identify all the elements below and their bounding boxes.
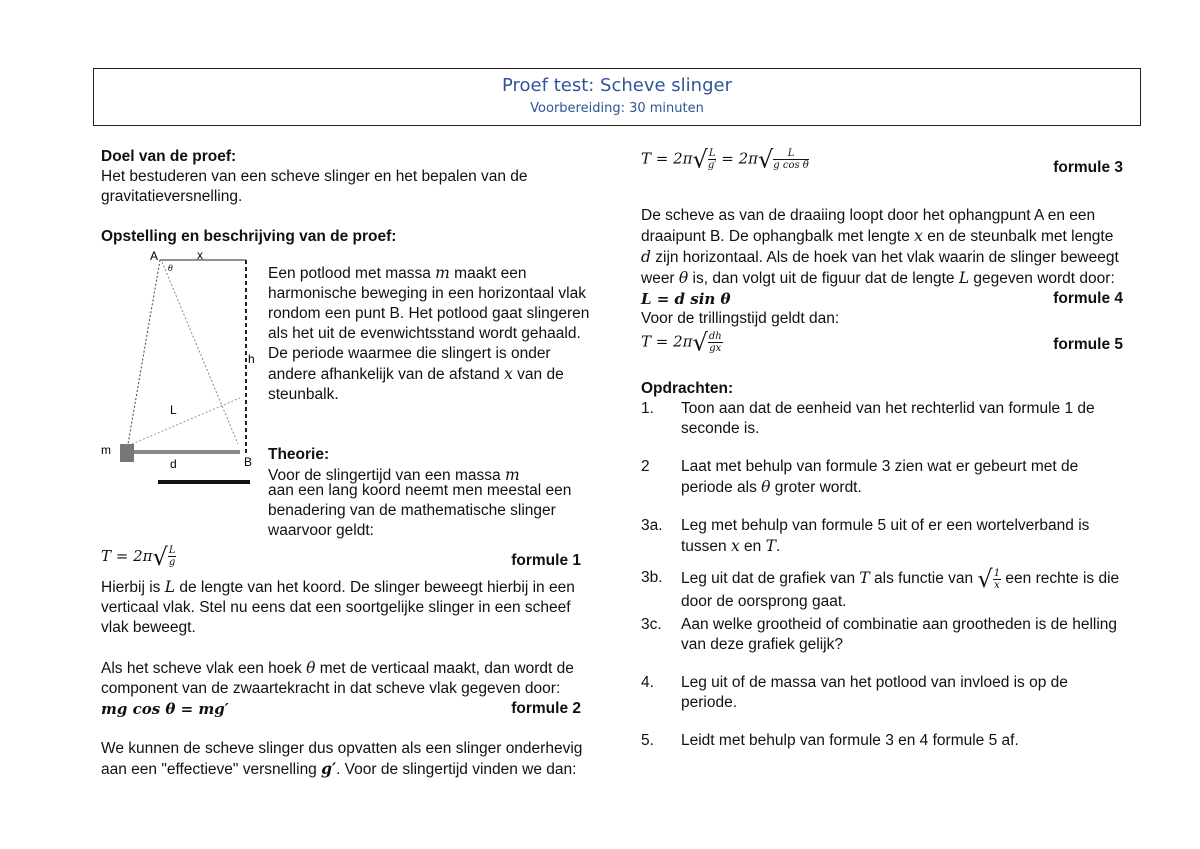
- formula-1-row: [101, 542, 591, 577]
- hierbij-text: Hierbij is L de lengte van het koord. De slinger beweegt hierbij in een verticaal vlak. Stel nu eens dat een soortgelijke slinger in een scheef vlak beweegt.: [101, 578, 575, 636]
- formule-1-label: formule 1: [511, 552, 581, 569]
- label-A: A: [150, 249, 159, 263]
- theorie-text-b: aan een lang koord neemt men meestal een benadering van de mathematische slinger waarvoor geldt:: [268, 482, 572, 539]
- label-m: m: [101, 443, 111, 457]
- list-item: 1. Toon aan dat de eenheid van het rechterlid van formule 1 de seconde is.: [641, 400, 1095, 437]
- pendulum-figure: [100, 248, 260, 488]
- mass-block: [120, 444, 134, 462]
- page-subtitle: Voorbereiding: 30 minuten: [530, 101, 704, 116]
- label-x: x: [197, 248, 203, 262]
- theorie-text-a: Voor de slingertijd van een massa m: [268, 466, 520, 484]
- theorie-heading: Theorie:: [268, 446, 330, 463]
- formula-4: L = d sin θ: [641, 290, 731, 308]
- trilling-text: Voor de trillingstijd geldt dan:: [641, 310, 840, 327]
- formula-1: T = 2π√ $\frac{L}{g}$: [101, 542, 176, 571]
- label-theta: θ: [168, 264, 173, 273]
- effectief-text: We kunnen de scheve slinger dus opvatten als een slinger onderhevig aan een "effectieve" versnelling g′. Voor de slingertijd vinden we dan:: [101, 740, 583, 778]
- formule-2-label: formule 2: [511, 700, 581, 717]
- list-item: 3c. Aan welke grootheid of combinatie aan grootheden is de helling van deze grafiek gelijk?: [641, 615, 1118, 653]
- formula-2-row: [101, 699, 591, 721]
- formula-2: mg cos θ = mg′: [101, 700, 229, 718]
- label-d: d: [170, 457, 177, 471]
- right-column: [641, 146, 1125, 751]
- formule-5-label: formule 5: [1053, 336, 1123, 353]
- sqrt-1-over-x: √ $\frac{1}{x}$: [977, 565, 1001, 593]
- doel-heading: Doel van de proef:: [101, 148, 237, 165]
- as-text: De scheve as van de draaiing loopt door het ophangpunt A en een draaipunt B. De ophangbalk met lengte x en de steunbalk met lengte d zijn horizontaal. Als de hoek van het vlak waarin de slinger beweegt weer θ is, dan volgt uit de figuur dat de lengte L gegeven wordt door:: [641, 207, 1119, 287]
- formula-4-row: [641, 289, 1125, 309]
- list-item: 3a. Leg met behulp van formule 5 uit of er een wortelverband is tussen x en T.: [641, 517, 1090, 555]
- formula-5-row: [641, 329, 1125, 365]
- opstelling-heading: Opstelling en beschrijving van de proef:: [101, 228, 397, 245]
- title-box: [93, 68, 1141, 126]
- label-B: B: [244, 455, 253, 469]
- opstelling-block: [268, 263, 593, 486]
- left-column: [101, 147, 591, 247]
- opdrachten-list: [641, 399, 1125, 751]
- doel-text: Het bestuderen van een scheve slinger en het bepalen van de gravitatieversnelling.: [101, 168, 528, 205]
- label-L: L: [170, 403, 177, 417]
- list-item: 5. Leidt met behulp van formule 3 en 4 formule 5 af.: [641, 731, 1019, 749]
- formula-5: T = 2π√ $\frac{dh}{gx}$: [641, 328, 722, 357]
- opstelling-text: Een potlood met massa m maakt een harmonische beweging in een horizontaal vlak rondom een punt B. Het potlood gaat slingeren als het uit de evenwichtsstand wordt gehaald. De periode waarmee die slingert is onder andere afhankelijk van de afstand x van de steunbalk.: [268, 264, 590, 403]
- opdrachten-heading: Opdrachten:: [641, 380, 734, 397]
- left-lower: [101, 481, 591, 780]
- formule-3-label: formule 3: [1053, 159, 1123, 176]
- formule-4-label: formule 4: [1053, 290, 1123, 307]
- string-horizontal: [132, 398, 240, 444]
- page-title: Proef test: Scheve slinger: [502, 75, 732, 96]
- list-item: 4. Leg uit of de massa van het potlood van invloed is op de periode.: [641, 673, 1068, 711]
- formula-3: T = 2π√ $\frac{L}{g'}$ = 2π√ $\frac{L}{\text{g cos θ}}$: [641, 145, 809, 174]
- vlak-text: Als het scheve vlak een hoek θ met de verticaal maakt, dan wordt de component van de zwaartekracht in dat scheve vlak gegeven door:: [101, 659, 574, 697]
- list-item: 2 Laat met behulp van formule 3 zien wat er gebeurt met de periode als θ groter wordt.: [641, 458, 1079, 496]
- string-left: [128, 260, 160, 444]
- label-h: h: [248, 352, 255, 366]
- list-item: 3b. Leg uit dat de grafiek van T als functie van √ $\frac{1}{x}$ een rechte is die door de oorsprong gaat.: [641, 565, 1120, 610]
- formula-3-row: [641, 146, 1125, 190]
